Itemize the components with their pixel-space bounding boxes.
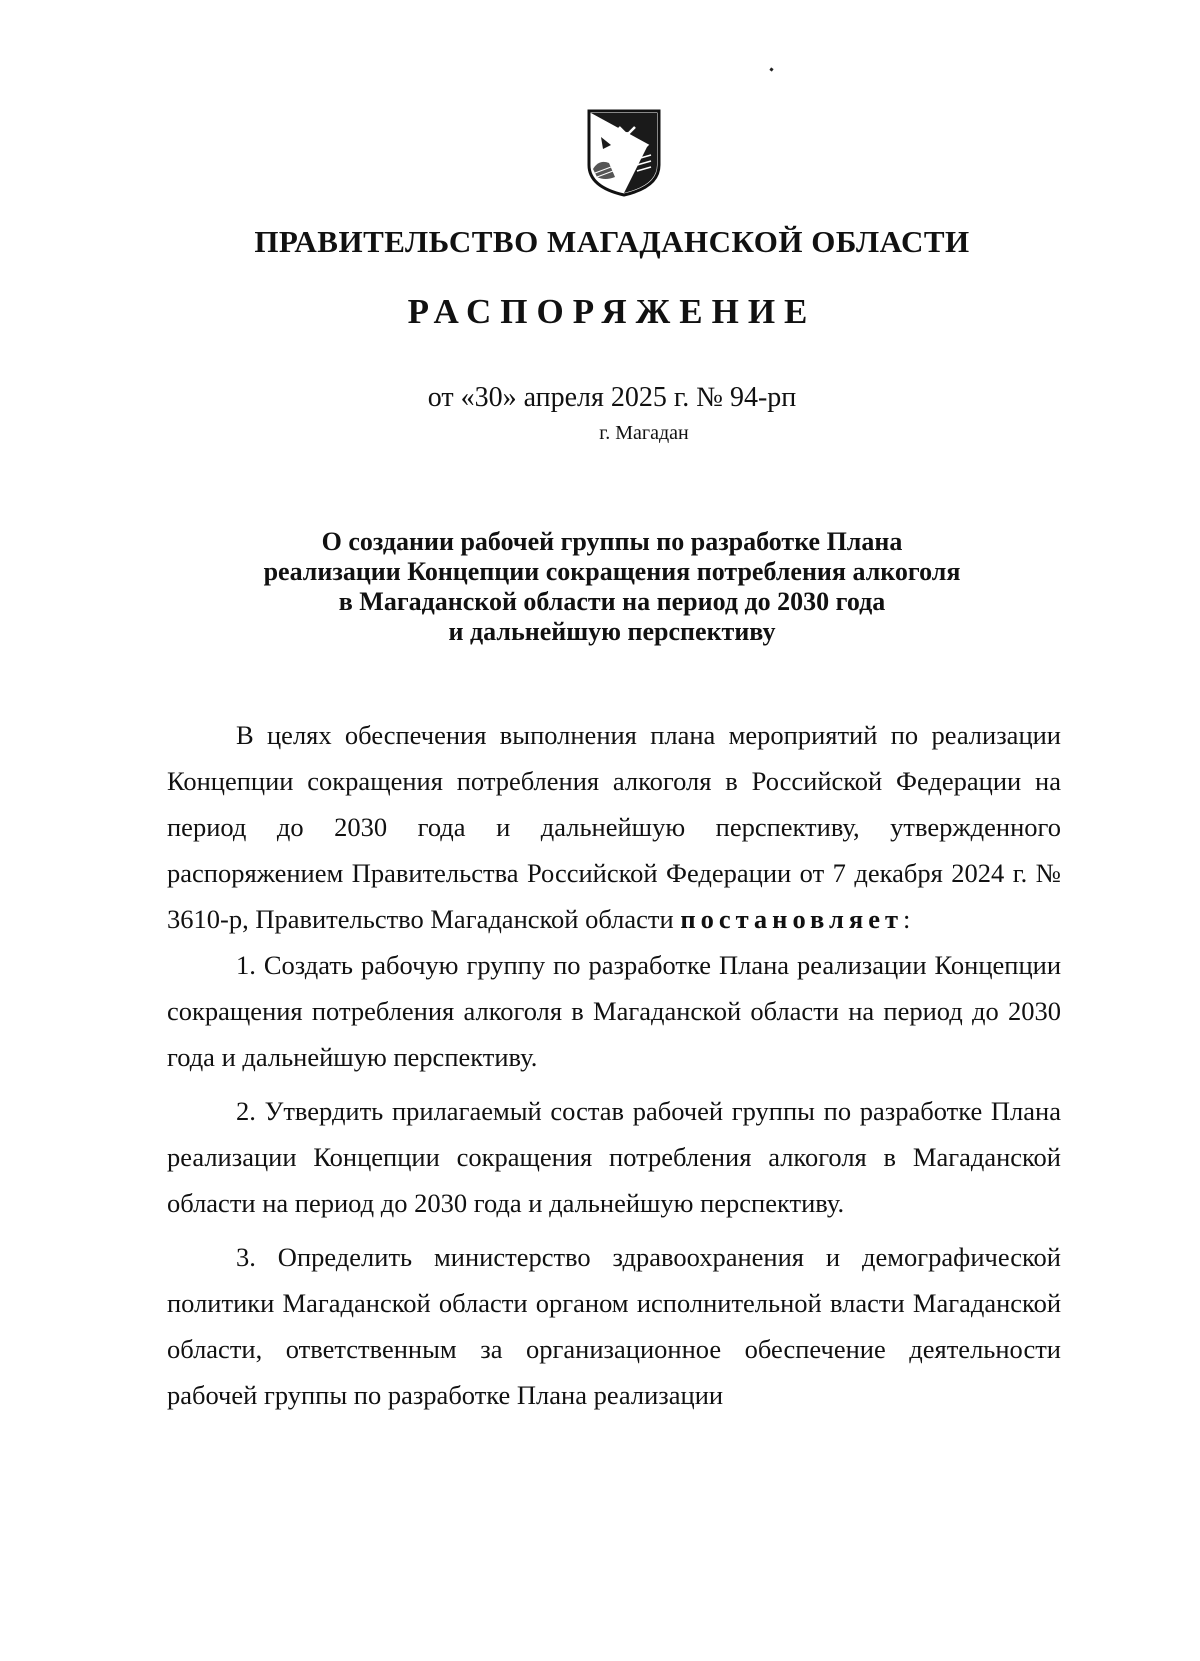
intro-text: В целях обеспечения выполнения плана мероприятий по реализации Концепции сокращения потребления алкоголя в Российской Федерации на период до 2030 года и дальнейшую перспективу, утвержденного распоряжением Правительства Российской Федерации от 7 декабря 2024 г. № 3610-р, Правительство Магаданской области [167,720,1061,934]
government-title: ПРАВИТЕЛЬСТВО МАГАДАНСКОЙ ОБЛАСТИ [254,224,970,259]
scan-speck [769,67,773,71]
intro-paragraph [167,712,1061,942]
resolves-word: постановляет [680,904,903,934]
item-paragraph: 1. Создать рабочую группу по разработке Плана реализации Концепции сокращения потребления алкоголя в Магаданской области на период до 2030 года и дальнейшую перспективу. [167,950,1061,1072]
document-body [167,712,1061,1426]
document-city: г. Магадан [599,422,689,444]
resolves-colon: : [903,904,911,934]
document-date-number: от «30» апреля 2025 г. № 94-рп [427,382,797,413]
coat-of-arms-icon [585,107,663,197]
item-paragraph: 2. Утвердить прилагаемый состав рабочей группы по разработке Плана реализации Концепции сокращения потребления алкоголя в Магаданской области на период до 2030 года и дальнейшую перспективу. [167,1096,1061,1218]
subject-line: О создании рабочей группы по разработке Плана [321,527,903,556]
subject-line: в Магаданской области на период до 2030 года [338,587,886,616]
subject-line: реализации Концепции сокращения потребления алкоголя [263,557,961,586]
item-paragraph: 3. Определить министерство здравоохранения и демографической политики Магаданской области органом исполнительной власти Магаданской области, ответственным за организационное обеспечение деятельности рабочей группы по разработке Плана реализации [167,1242,1061,1410]
document-kind: РАСПОРЯЖЕНИЕ [407,292,817,331]
subject-line: и дальнейшую перспективу [448,617,776,646]
document-subject [12,527,1200,647]
